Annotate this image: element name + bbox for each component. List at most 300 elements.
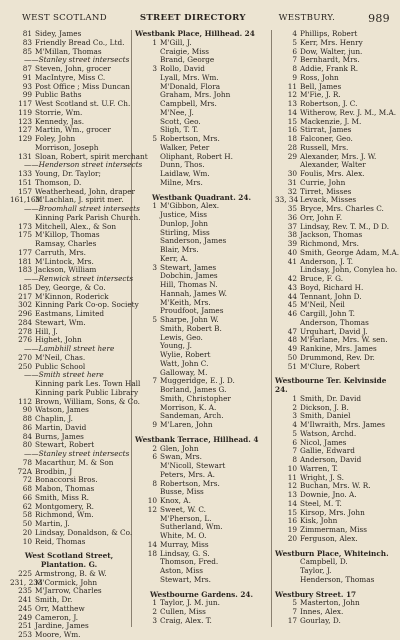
occupant-name: Jackson, William — [35, 265, 97, 275]
directory-entry — [275, 535, 395, 544]
occupant-name: Smith, Dr. David — [300, 393, 362, 403]
occupant-name: Bonaccorsi Bros. — [35, 475, 98, 485]
occupant-name: Robertson, Mrs. — [160, 134, 220, 143]
occupant-name: MacIntyre, Miss C. — [35, 72, 106, 82]
house-number: 20 — [287, 533, 297, 543]
occupant-name: M'Fie, J. R. — [300, 90, 341, 100]
occupant-name: Weatherhead, John, draper — [35, 186, 136, 196]
occupant-name: Swan, Mrs. — [160, 452, 202, 462]
house-number: 80 — [22, 440, 32, 450]
house-number: 270 — [18, 352, 32, 362]
house-number: 37 — [287, 221, 297, 231]
occupant-name: Morrison, K. A. — [160, 402, 217, 412]
occupant-name: Taylor, J. M. jun. — [160, 598, 220, 608]
house-number: 14 — [287, 498, 297, 508]
house-number: 12 — [287, 90, 297, 100]
house-number: 78 — [22, 457, 32, 467]
occupant-name: Kerr, A. — [160, 253, 188, 263]
house-number: 10 — [147, 496, 157, 505]
house-number: 49 — [287, 344, 297, 353]
occupant-name: Storrie, Wm. — [35, 107, 83, 117]
house-number: 35 — [287, 204, 297, 213]
house-number: 72A — [17, 466, 32, 476]
occupant-name: Ramsay, Charles — [35, 239, 97, 248]
occupant-name: M'Farlane, Mrs. W. sen. — [300, 335, 388, 345]
street-heading: West Scotland Street, — [24, 551, 114, 561]
house-number: 11 — [287, 81, 297, 91]
occupant-name: Stewart, Wm. — [35, 317, 86, 327]
occupant-name: M'Gill, J. — [160, 37, 192, 47]
occupant-name: Zimmerman, Miss — [300, 525, 367, 534]
occupant-name: M'Keith, Mrs. — [160, 297, 211, 307]
house-number: 241 — [18, 595, 32, 604]
occupant-name: Kinning park Les. Town Hall — [35, 379, 141, 388]
occupant-name: M'Nee, J. — [160, 107, 194, 117]
house-number: 11 — [287, 472, 297, 482]
occupant-name: Sandeman, Arch. — [160, 411, 224, 421]
occupant-name: White, M. O. — [160, 531, 207, 540]
house-number: 7 — [292, 446, 297, 456]
house-number: 296 — [18, 309, 32, 318]
house-number: 72 — [22, 475, 32, 485]
house-number: 7 — [292, 55, 297, 65]
occupant-name: M'Jarrow, Charles — [35, 586, 102, 596]
street-intersection-note: ——Broomhall street intersects — [24, 204, 140, 213]
occupant-name: Kerr, Mrs. Henry — [300, 37, 363, 47]
occupant-name: Campbell, D. — [300, 557, 348, 567]
occupant-name: Rankine, Mrs. James — [300, 344, 377, 353]
house-number: 225 — [18, 568, 32, 578]
street-intersection-note: ——Stanley street intersects — [24, 449, 130, 458]
occupant-name: Kennedy, Jas. — [35, 116, 85, 126]
occupant-name: Richmond, Wm. — [35, 510, 94, 520]
house-number: 10 — [22, 536, 32, 546]
house-number: 8 — [152, 478, 157, 488]
house-number: 12 — [287, 481, 297, 491]
occupant-name: Watson, James — [35, 405, 89, 415]
street-intersection-note: ——Renwick street intersects — [24, 274, 134, 283]
continuation-entry — [135, 100, 268, 109]
house-number: 7 — [152, 376, 157, 386]
house-number: 41 — [287, 256, 297, 266]
occupant-name: Stewart, Mrs. — [160, 574, 211, 584]
occupant-name: Sidey, James — [35, 29, 82, 38]
occupant-name: Scott, Geo. — [160, 116, 201, 126]
occupant-name: Robertson, Mrs. — [160, 478, 220, 488]
occupant-name: M'Donald, Flora — [160, 81, 221, 91]
occupant-name: Dow, Walter, jun. — [300, 46, 363, 56]
occupant-name: Sligh, T. T. — [160, 125, 199, 135]
occupant-name: Kinning park Public Library — [35, 387, 139, 397]
occupant-name: Sutherland, Wm. — [160, 522, 223, 532]
occupant-name: Glen, John — [160, 443, 199, 453]
directory-entry — [275, 617, 395, 626]
occupant-name: Sanderson, James — [160, 236, 227, 246]
occupant-name: Justice, Miss — [160, 210, 207, 219]
occupant-name: Cargill, John T. — [300, 309, 355, 318]
occupant-name: Mitchell, Alex., & Son — [35, 221, 117, 231]
occupant-name: Knox, A. — [160, 496, 191, 505]
occupant-name: Martin, Wm., grocer — [35, 125, 111, 135]
directory-entry — [275, 363, 395, 372]
occupant-name: Orr, Matthew — [35, 603, 85, 613]
house-number: 157 — [18, 186, 32, 196]
street-heading: Westburn Place, Whiteinch. — [275, 548, 389, 558]
occupant-name: Macarthur, M. & Son — [35, 457, 114, 467]
house-number: 129 — [18, 134, 32, 143]
house-number: 284 — [18, 317, 32, 327]
occupant-name: Drummond, Rev. Dr. — [300, 352, 375, 362]
occupant-name: Sweet, W. C. — [160, 504, 206, 514]
house-number: 81 — [22, 29, 32, 38]
occupant-name: M'Lintock, Mrs. — [35, 256, 94, 266]
occupant-name: M'Cormick, John — [35, 577, 98, 587]
house-number: 93 — [22, 81, 32, 91]
street-intersection-note: ——Smith street here — [24, 370, 104, 380]
house-number: 117 — [18, 99, 32, 108]
house-number: 302 — [18, 300, 32, 310]
house-number: 5 — [152, 134, 157, 143]
occupant-name: Lyall, Mrs. Wm. — [160, 72, 219, 82]
occupant-name: Stirling, Miss — [160, 227, 210, 237]
house-number: 28 — [287, 142, 297, 152]
occupant-name: Lindsay, Rev. T. M., D D. — [300, 221, 390, 231]
house-number: 276 — [18, 335, 32, 345]
directory-entry — [10, 538, 128, 547]
occupant-name: Steel, M. T. — [300, 498, 342, 508]
house-number: 33, 34 — [275, 195, 299, 205]
street-heading: Plantation. G. — [40, 560, 98, 569]
house-number: 2 — [292, 402, 297, 412]
house-number: 15 — [287, 116, 297, 126]
house-number: 18 — [287, 134, 297, 143]
house-number: 7 — [292, 607, 297, 616]
occupant-name: Hill, J. — [35, 326, 58, 336]
street-intersection-note: ——Stanley street intersects — [24, 55, 130, 65]
house-number: 18 — [147, 548, 157, 558]
house-number: 1 — [292, 393, 297, 403]
house-number: 44 — [287, 291, 297, 301]
occupant-name: Boyd, Richard H. — [300, 282, 364, 292]
house-number: 231, 233 — [10, 577, 43, 587]
house-number: 5 — [292, 37, 297, 47]
occupant-name: Kirsop, Mrs. John — [300, 507, 365, 517]
house-number: 5 — [152, 315, 157, 324]
house-number: 123 — [18, 116, 32, 126]
occupant-name: Eastmans, Limited — [35, 309, 105, 318]
street-heading: Westbank Quadrant. 24. — [152, 192, 251, 202]
street-intersection-note: ——Henderson street intersects — [24, 160, 143, 170]
street-heading: Westbank Terrace, Hillhead. 4 — [135, 434, 259, 444]
occupant-name: M'Nicoll, Stewart — [160, 461, 226, 470]
house-number: 46 — [287, 309, 297, 318]
occupant-name: Lewis, Geo. — [160, 332, 203, 342]
house-number: 38 — [287, 230, 297, 240]
occupant-name: Cullen, Miss — [160, 607, 206, 616]
occupant-name: Campbell, Mrs. — [160, 99, 217, 108]
house-number: 245 — [18, 603, 32, 613]
house-number: 8 — [292, 455, 297, 464]
house-number: 249 — [18, 612, 32, 622]
occupant-name: Moore, Wm. — [35, 630, 81, 639]
house-number: 253 — [18, 630, 32, 639]
house-number: 3 — [292, 411, 297, 421]
occupant-name: Foulis, Mrs. Alex. — [300, 169, 365, 178]
continuation-entry — [135, 246, 268, 255]
directory-entry — [135, 421, 268, 430]
occupant-name: Currie, John — [300, 177, 346, 187]
occupant-name: Peters, Mrs. A. — [160, 469, 215, 479]
house-number: 5 — [292, 428, 297, 438]
occupant-name: M'Ilwraith, Mrs. James — [300, 420, 385, 429]
occupant-name: Addie, Frank R. — [300, 64, 359, 73]
occupant-name: Post Office ; Miss Duncan — [35, 81, 131, 91]
occupant-name: Alexander, Mrs. J. W. — [300, 151, 377, 161]
occupant-name: Watson, Archd. — [300, 428, 357, 438]
occupant-name: Russell, Mrs. — [300, 142, 349, 152]
house-number: 90 — [22, 405, 32, 415]
occupant-name: Laidlaw, Wm. — [160, 169, 210, 178]
occupant-name: Morrison, Joseph — [35, 142, 99, 152]
occupant-name: Gourlay, D. — [300, 615, 341, 625]
house-number: 51 — [287, 361, 297, 371]
house-number: 91 — [22, 72, 32, 82]
house-number: 3 — [152, 615, 157, 625]
occupant-name: Rollo, David — [160, 64, 205, 73]
occupant-name: Walker, Peter — [160, 142, 210, 152]
house-number: 250 — [18, 361, 32, 371]
house-number: 39 — [287, 239, 297, 248]
house-number: 133 — [18, 169, 32, 178]
occupant-name: Stirrat, James — [300, 125, 352, 135]
occupant-name: Anderson, David — [300, 455, 362, 464]
house-number: 45 — [287, 300, 297, 310]
house-number: 217 — [18, 291, 32, 301]
occupant-name: Proudfoot, James — [160, 306, 224, 316]
continuation-entry — [135, 179, 268, 188]
occupant-name: Witherow, Rev. J. M., M.A. — [300, 107, 397, 117]
occupant-name: Gallie, Edward — [300, 446, 355, 456]
street-heading: Westbourne Ter. Kelvinside 24. — [275, 376, 387, 394]
house-number: 6 — [292, 46, 297, 56]
occupant-name: M'Millan, Thomas — [35, 46, 102, 56]
house-number: 278 — [18, 326, 32, 336]
house-number: 31 — [287, 177, 297, 187]
house-number: 16 — [287, 125, 297, 135]
occupant-name: Tennant, John D. — [300, 291, 362, 301]
occupant-name: Smith, Daniel — [300, 411, 351, 421]
occupant-name: Mabon, Thomas — [35, 484, 95, 493]
house-number: 15 — [287, 507, 297, 517]
occupant-name: Highet, John — [35, 335, 82, 345]
occupant-name: Watt, John C. — [160, 358, 209, 368]
occupant-name: Milne, Mrs. — [160, 177, 203, 187]
house-number: 32 — [287, 186, 297, 196]
house-number: 43 — [287, 282, 297, 292]
occupant-name: Phillips, Robert — [300, 29, 358, 38]
occupant-name: Orr, John F. — [300, 212, 343, 222]
house-number: 66 — [22, 492, 32, 502]
occupant-name: Armstrong, B. & W. — [35, 568, 107, 578]
house-number: 175 — [18, 230, 32, 240]
occupant-name: Mackenzie, J. M. — [300, 116, 362, 126]
house-number: 185 — [18, 282, 32, 292]
occupant-name: Smith, Dr. — [35, 595, 73, 604]
occupant-name: Lindsay, Donaldson, & Co. — [35, 527, 133, 537]
occupant-name: M'Clure, Robert — [300, 361, 360, 371]
house-number: 87 — [22, 64, 32, 73]
house-number: 84 — [22, 431, 32, 441]
occupant-name: Falconer, Geo. — [300, 134, 353, 143]
column-2 — [135, 30, 268, 627]
occupant-name: Jackson, Thomas — [300, 230, 363, 240]
continuation-entry — [135, 109, 268, 118]
house-number: 161,163 — [10, 195, 41, 205]
occupant-name: Innes, Alex. — [300, 607, 344, 616]
house-number: 12 — [147, 504, 157, 514]
occupant-name: Borland, James G. — [160, 385, 227, 394]
house-number: 86 — [22, 422, 32, 432]
occupant-name: Sharpe, John W. — [160, 315, 219, 324]
occupant-name: Reid, Thomas — [35, 536, 86, 546]
occupant-name: M'Killop, Thomas — [35, 230, 100, 240]
occupant-name: Brodbin, J — [35, 466, 73, 476]
occupant-name: Martin, J. — [35, 519, 70, 528]
house-number: 50 — [287, 352, 297, 362]
occupant-name: Young, Dr. Taylor; — [35, 169, 101, 178]
occupant-name: Public School — [35, 361, 86, 371]
occupant-name: Anderson, Thomas — [300, 317, 369, 327]
occupant-name: Oliphant, Robert H. — [160, 151, 233, 161]
house-number: 183 — [18, 265, 32, 275]
occupant-name: West Scotland st. U.F. Ch. — [35, 99, 131, 108]
occupant-name: Public Baths — [35, 90, 82, 100]
house-number: 181 — [18, 256, 32, 266]
occupant-name: M'Kinnon, Roderick — [35, 291, 109, 301]
occupant-name: M'Neil, Neil — [300, 300, 345, 310]
occupant-name: Dey, George, & Co. — [35, 282, 106, 292]
house-number: 131 — [18, 151, 32, 161]
house-number: 4 — [292, 420, 297, 429]
occupant-name: Galloway, M. — [160, 367, 208, 377]
house-number: 1 — [152, 201, 157, 211]
header-left: WEST SCOTLAND — [22, 13, 107, 23]
house-number: 29 — [287, 151, 297, 161]
house-number: 17 — [287, 615, 297, 625]
occupant-name: Anderson, J. T. — [300, 256, 354, 266]
house-number: 40 — [287, 247, 297, 257]
house-number: 1 — [152, 598, 157, 608]
house-number: 151 — [18, 177, 32, 187]
street-heading: Westbank Place, Hillhead. 24 — [135, 29, 255, 38]
continuation-entry — [135, 576, 268, 585]
continuation-entry — [275, 576, 395, 585]
occupant-name: Aston, Miss — [160, 566, 203, 575]
street-intersection-note: ——Lambhill street here — [24, 344, 115, 353]
house-number: 6 — [292, 437, 297, 447]
occupant-name: Wright, J. S. — [300, 472, 344, 482]
occupant-name: Henderson, Thomas — [300, 574, 375, 584]
house-number: 48 — [287, 335, 297, 345]
occupant-name: Smith, Christopher — [160, 393, 231, 403]
house-number: 14 — [287, 107, 297, 117]
street-heading: Westbury Street. 17 — [275, 589, 357, 599]
house-number: 10 — [287, 463, 297, 473]
occupant-name: Warren, T. — [300, 463, 338, 473]
occupant-name: Dobchin, James — [160, 271, 218, 281]
occupant-name: Kinning Park Parish Church. — [35, 212, 141, 222]
occupant-name: Dunn, Thos. — [160, 160, 205, 170]
occupant-name: Brown, William, Sons, & Co. — [35, 396, 140, 406]
continuation-entry — [135, 237, 268, 246]
occupant-name: Montgomery, R. — [35, 501, 94, 511]
house-number: 83 — [22, 37, 32, 47]
house-number: 112 — [18, 396, 32, 406]
occupant-name: Robertson, J. C. — [300, 99, 358, 108]
continuation-entry — [135, 334, 268, 343]
occupant-name: M'Lachlan, J. spirit mer. — [35, 195, 124, 205]
house-number: 3 — [152, 64, 157, 73]
directory-entry — [135, 617, 268, 626]
page-header — [22, 10, 390, 26]
occupant-name: Buchan, Mrs. W. R. — [300, 481, 371, 491]
house-number: 85 — [22, 46, 32, 56]
occupant-name: Steven, John, grocer — [35, 64, 111, 73]
occupant-name: Bryce, Mrs. Charles C. — [300, 204, 384, 213]
occupant-name: Ross, John — [300, 72, 339, 82]
house-number: 30 — [287, 169, 297, 178]
house-number: 127 — [18, 125, 32, 135]
occupant-name: M'Laren, John — [160, 420, 213, 429]
house-number: 9 — [152, 420, 157, 429]
occupant-name: Foley, John — [35, 134, 76, 143]
house-number: 5 — [292, 598, 297, 608]
column-1 — [10, 29, 148, 639]
occupant-name: Masterton, John — [300, 598, 360, 608]
house-number: 3 — [152, 262, 157, 272]
house-number: 119 — [18, 107, 32, 117]
occupant-name: M'Pherson, L. — [160, 513, 212, 523]
house-number: 2 — [152, 607, 157, 616]
occupant-name: Hill, Thomas N. — [160, 280, 218, 289]
occupant-name: Friendly Bread Co., Ltd. — [35, 37, 125, 47]
house-number: 8 — [292, 64, 297, 73]
occupant-name: Lindsay, John, Conylea ho. — [300, 265, 398, 275]
house-number: 88 — [22, 414, 32, 423]
occupant-name: Tirret, Misses — [300, 186, 352, 196]
house-number: 47 — [287, 326, 297, 336]
occupant-name: M'Gibbon, Alex. — [160, 201, 220, 211]
house-number: 235 — [18, 586, 32, 596]
occupant-name: Blair, Mrs. — [160, 245, 199, 254]
header-right: WESTBURY. — [278, 13, 336, 23]
occupant-name: Urquhart, David J. — [300, 326, 368, 336]
house-number: 1 — [152, 37, 157, 47]
occupant-name: Muggeridge, E. J. D. — [160, 376, 235, 386]
house-number: 2 — [152, 443, 157, 453]
house-number: 13 — [287, 99, 297, 108]
occupant-name: Smith, Miss R. — [35, 492, 89, 502]
house-number: 62 — [22, 501, 32, 511]
occupant-name: Bell, James — [300, 81, 342, 91]
occupant-name: Kinning Park Co-op. Society — [35, 300, 139, 310]
occupant-name: Carruth, Mrs. — [35, 247, 86, 257]
occupant-name: Stewart, James — [160, 262, 217, 272]
house-number: 251 — [18, 621, 32, 631]
occupant-name: Nicol, James — [300, 437, 347, 447]
occupant-name: Dickson, J. B. — [300, 402, 349, 412]
house-number: 177 — [18, 247, 32, 257]
